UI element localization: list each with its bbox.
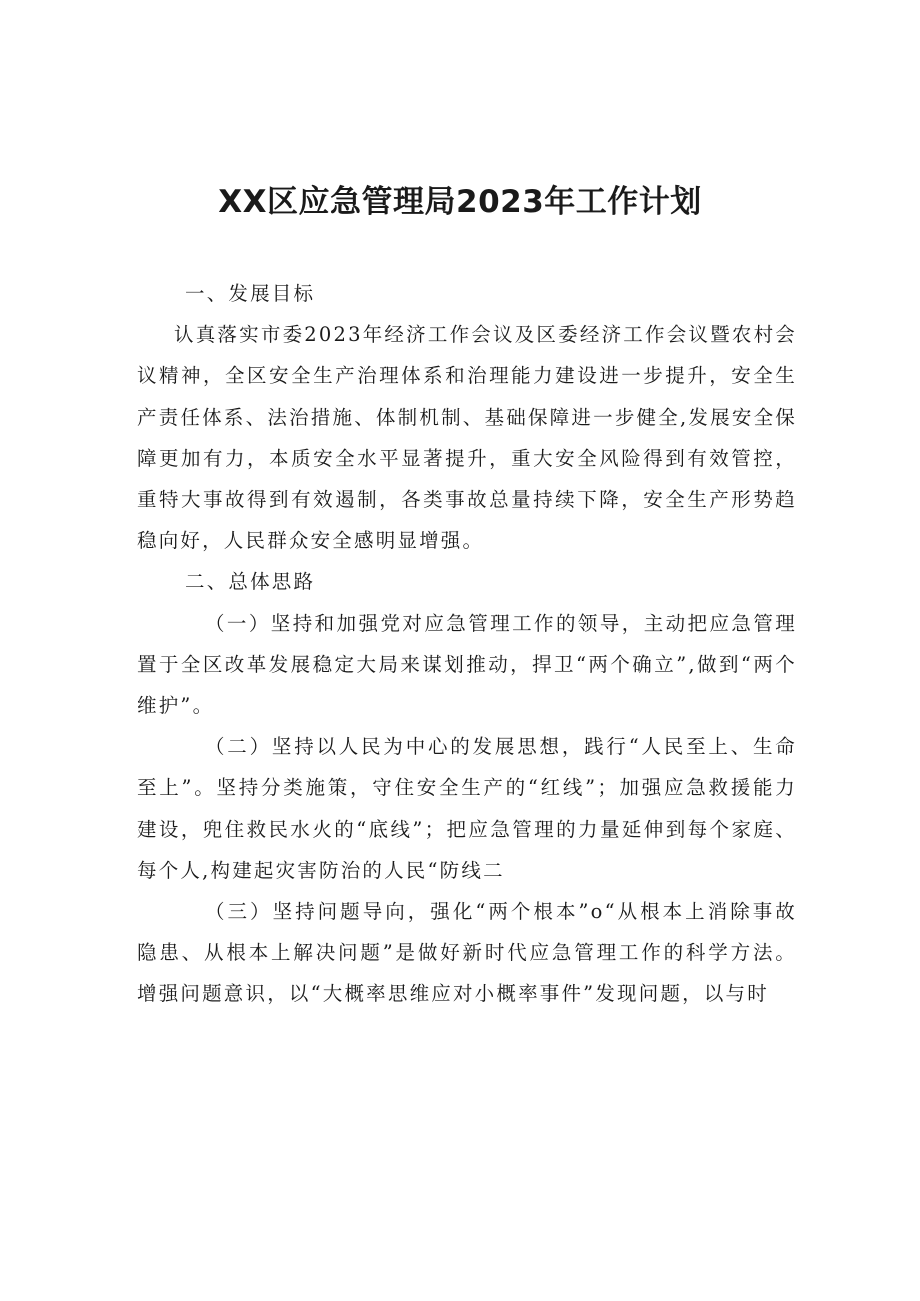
document-title: XX区应急管理局2023年工作计划	[218, 184, 702, 220]
section-heading-approach: 二、总体思路	[185, 570, 316, 594]
paragraph-goals: 认真落实市委2023年经济工作会议及区委经济工作会议暨农村会议精神，全区安全生产治理体系和治理能力建设进一步提升，安全生产责任体系、法治措施、体制机制、基础保障进一步健全,发展安全保障更加有力，本质安全水平显著提升，重大安全风险得到有效管控，重特大事故得到有效遏制，各类事故总量持续下降，安全生产形势趋稳向好，人民群众安全感明显增强。	[137, 323, 797, 553]
document-body	[137, 273, 797, 1015]
section-heading-goals: 一、发展目标	[185, 282, 316, 305]
paragraph-approach-3: （三）坚持问题导向，强化“两个根本”o“从根本上消除事故隐患、从根本上解决问题”是做好新时代应急管理工作的科学方法。增强问题意识，以“大概率思维应对小概率事件”发现问题，以与时	[137, 900, 797, 1006]
paragraph-approach-2: （二）坚持以人民为中心的发展思想，践行“人民至上、生命至上”。坚持分类施策，守住安全生产的“红线”；加强应急救援能力建设，兜住救民水火的“底线”；把应急管理的力量延伸到每个家庭、每个人,构建起灾害防治的人民“防线二	[137, 735, 797, 882]
paragraph-approach-1: （一）坚持和加强党对应急管理工作的领导，主动把应急管理置于全区改革发展稳定大局来谋划推动，捍卫“两个确立”,做到“两个维护”。	[137, 611, 797, 718]
